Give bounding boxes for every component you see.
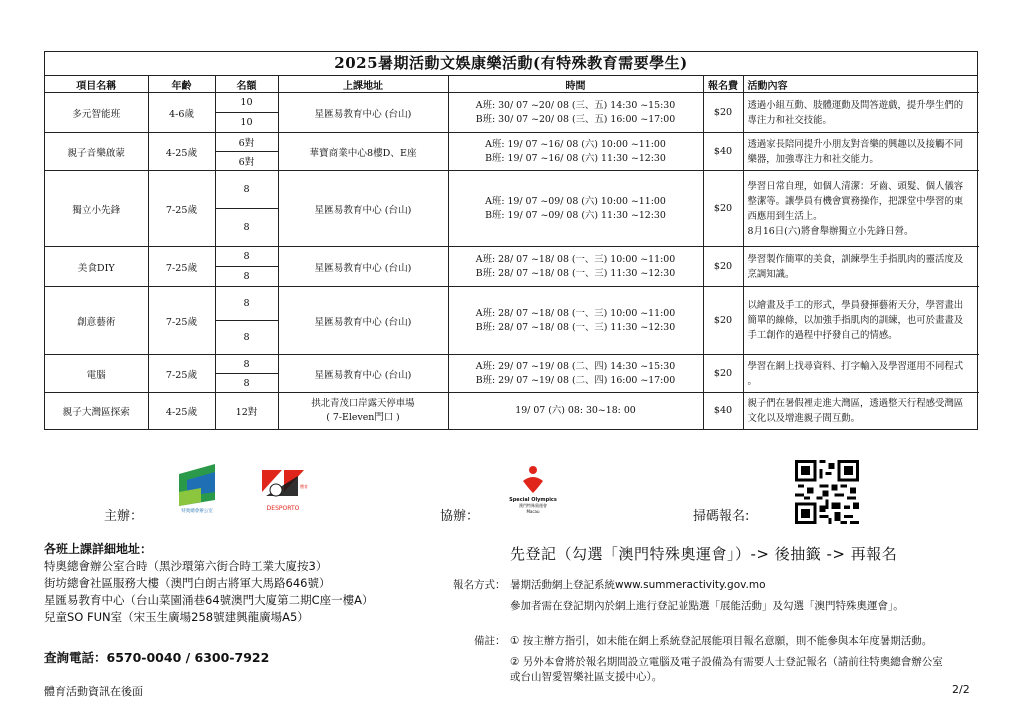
method-label: 報名方式：	[453, 579, 506, 591]
row-name: 美食DIY	[45, 247, 148, 287]
address-line: 星匯易教育中心（台山菜園涌巷64號澳門大廈第二期C座一樓A）	[44, 593, 374, 607]
organizer-label: 主辦：	[104, 509, 144, 524]
row-quota: 6對	[215, 133, 278, 152]
row-address: 星匯易教育中心 (台山)	[278, 93, 448, 133]
row-name: 親子音樂啟蒙	[45, 133, 148, 171]
row-quota: 8	[215, 171, 278, 209]
table-row	[45, 393, 979, 429]
header-fee: 報名費	[703, 76, 743, 93]
row-quota: 6對	[215, 152, 278, 171]
row-fee: $20	[703, 93, 743, 133]
row-time: A班: 28/ 07 ~18/ 08 (一、三) 10:00 ~11:00 B班: 28/ 07 ~18/ 08 (一、三) 11:30 ~12:30	[448, 287, 703, 355]
activity-table	[44, 51, 978, 430]
sports-federation-logo	[173, 462, 221, 514]
row-age: 7-25歲	[148, 247, 215, 287]
table-row	[45, 93, 979, 113]
remark-2b: 或台山智愛智樂社區支援中心）。	[510, 671, 663, 683]
coorganizer-label: 協辦：	[440, 509, 480, 524]
class-addresses	[44, 541, 464, 626]
row-desc: 以繪畫及手工的形式，學員發揮藝術天分，學習畫出 簡單的線條，以加強手指肌肉的訓練，也可於畫畫及 手工創作的過程中抒發自己的情感。	[743, 287, 979, 355]
row-desc: 透過小組互動、肢體運動及問答遊戲，提升學生們的 專注力和社交技能。	[743, 93, 979, 133]
header-row	[45, 76, 979, 93]
header-quota: 名額	[215, 76, 278, 93]
row-time: 19/ 07 (六) 08: 30~18: 00	[448, 393, 703, 429]
row-name: 多元智能班	[45, 93, 148, 133]
row-fee: $20	[703, 355, 743, 393]
remark-2a: ② 另外本會將於報名期間設立電腦及電子設備為有需要人士登記報名（請前往特奧總會辦公室	[510, 656, 943, 668]
row-age: 7-25歲	[148, 171, 215, 247]
special-olympics-logo	[509, 463, 557, 515]
table-row	[45, 287, 979, 321]
svg-text:體育: 體育	[300, 484, 308, 489]
row-desc: 學習在網上找尋資料、打字輸入及學習運用不同程式 。	[743, 355, 979, 393]
row-fee: $20	[703, 247, 743, 287]
row-address: 華寶商業中心8樓D、E座	[278, 133, 448, 171]
registration-qr-code[interactable]	[795, 460, 859, 524]
row-time: A班: 28/ 07 ~18/ 08 (一、三) 10:00 ~11:00 B班: 28/ 07 ~18/ 08 (一、三) 11:30 ~12:30	[448, 247, 703, 287]
row-quota: 8	[215, 247, 278, 267]
method-line-2: 參加者需在登記期內於網上進行登記並點選「展能活動」及勾選「澳門特殊奧運會」。	[510, 600, 904, 612]
row-address: 星匯易教育中心 (台山)	[278, 355, 448, 393]
row-quota: 8	[215, 355, 278, 374]
row-fee: $40	[703, 393, 743, 429]
remark-1: ① 按主辦方指引，如未能在網上系統登記展能項目報名意願，則不能參與本年度暑期活動。	[510, 635, 933, 647]
row-quota: 10	[215, 93, 278, 113]
row-name: 創意藝術	[45, 287, 148, 355]
row-desc: 學習日常自理，如個人清潔：牙齒、頭髮、個人儀容 整潔等。讓學員有機會實務操作，把課堂中學習的東 西應用到生活上。 8月16日(六)將會舉辦獨立小先鋒日營。	[743, 171, 979, 247]
row-address: 拱北青茂口岸露天停車場 ( 7-Eleven門口 )	[278, 393, 448, 429]
row-desc: 親子們在暑假裡走進大灣區，透過整天行程感受灣區 文化以及增進親子間互動。	[743, 393, 979, 429]
row-age: 4-25歲	[148, 133, 215, 171]
table-row	[45, 247, 979, 267]
row-name: 電腦	[45, 355, 148, 393]
header-address: 上課地址	[278, 76, 448, 93]
row-time: A班: 29/ 07 ~19/ 08 (二、四) 14:30 ~15:30 B班: 29/ 07 ~19/ 08 (二、四) 16:00 ~17:00	[448, 355, 703, 393]
enquiry-phone: 查詢電話：6570-0040 / 6300-7922	[44, 650, 270, 665]
row-quota: 8	[215, 321, 278, 355]
row-desc: 透過家長陪同提升小朋友對音樂的興趣以及接觸不同 樂器，加強專注力和社交能力。	[743, 133, 979, 171]
row-age: 7-25歲	[148, 287, 215, 355]
row-age: 4-6歲	[148, 93, 215, 133]
table-row	[45, 355, 979, 374]
svg-text:Special Olympics: Special Olympics	[509, 497, 557, 503]
row-quota: 8	[215, 209, 278, 247]
row-fee: $20	[703, 171, 743, 247]
header-age: 年齡	[148, 76, 215, 93]
row-address: 星匯易教育中心 (台山)	[278, 171, 448, 247]
addresses-heading: 各班上課詳細地址：	[44, 542, 153, 556]
svg-text:澳門特殊奧運會: 澳門特殊奧運會	[519, 503, 547, 508]
row-fee: $20	[703, 287, 743, 355]
row-name: 獨立小先鋒	[45, 171, 148, 247]
svg-text:DESPORTO: DESPORTO	[266, 505, 300, 512]
header-desc: 活動內容	[743, 76, 979, 93]
address-line: 特奧總會辦公室合時（黑沙環第六街合時工業大廈按3）	[44, 559, 328, 573]
row-address: 星匯易教育中心 (台山)	[278, 247, 448, 287]
row-time: A班: 30/ 07 ~20/ 08 (三、五) 14:30 ~15:30 B班: 30/ 07 ~20/ 08 (三、五) 16:00 ~17:00	[448, 93, 703, 133]
row-quota: 8	[215, 287, 278, 321]
row-age: 7-25歲	[148, 355, 215, 393]
header-name: 項目名稱	[45, 76, 148, 93]
table-row	[45, 133, 979, 152]
row-address: 星匯易教育中心 (台山)	[278, 287, 448, 355]
address-line: 街坊總會社區服務大樓（澳門白朗古將軍大馬路646號）	[44, 576, 331, 590]
page-number: 2/2	[952, 683, 970, 696]
scan-label: 掃碼報名:	[693, 509, 750, 524]
svg-text:特奧總會辦公室: 特奧總會辦公室	[181, 509, 213, 514]
row-time: A班: 19/ 07 ~09/ 08 (六) 10:00 ~11:00 B班: 19/ 07 ~09/ 08 (六) 11:30 ~12:30	[448, 171, 703, 247]
row-age: 4-25歲	[148, 393, 215, 429]
desporto-logo	[258, 466, 308, 514]
row-quota: 10	[215, 113, 278, 133]
back-page-note: 體育活動資訊在後面	[44, 685, 143, 698]
row-desc: 學習製作簡單的美食，訓練學生手指肌肉的靈活度及 烹調知識。	[743, 247, 979, 287]
svg-text:Macau: Macau	[526, 509, 540, 514]
row-quota: 8	[215, 267, 278, 287]
header-time: 時間	[448, 76, 703, 93]
row-name: 親子大灣區探索	[45, 393, 148, 429]
row-quota: 8	[215, 374, 278, 393]
table-row	[45, 171, 979, 209]
table-title: 2025暑期活動文娛康樂活動(有特殊教育需要學生)	[45, 52, 977, 76]
registration-headline: 先登記（勾選「澳門特殊奧運會」）-> 後抽籤 -> 再報名	[510, 545, 898, 563]
row-fee: $40	[703, 133, 743, 171]
method-line-1[interactable]: 暑期活動網上登記系統www.summeractivity.gov.mo	[510, 579, 766, 591]
row-quota: 12對	[215, 393, 278, 429]
row-time: A班: 19/ 07 ~16/ 08 (六) 10:00 ~11:00 B班: 19/ 07 ~16/ 08 (六) 11:30 ~12:30	[448, 133, 703, 171]
remark-label: 備註：	[474, 635, 506, 647]
address-line: 兒童SO FUN室（宋玉生廣場258號建興龍廣場A5）	[44, 610, 309, 624]
